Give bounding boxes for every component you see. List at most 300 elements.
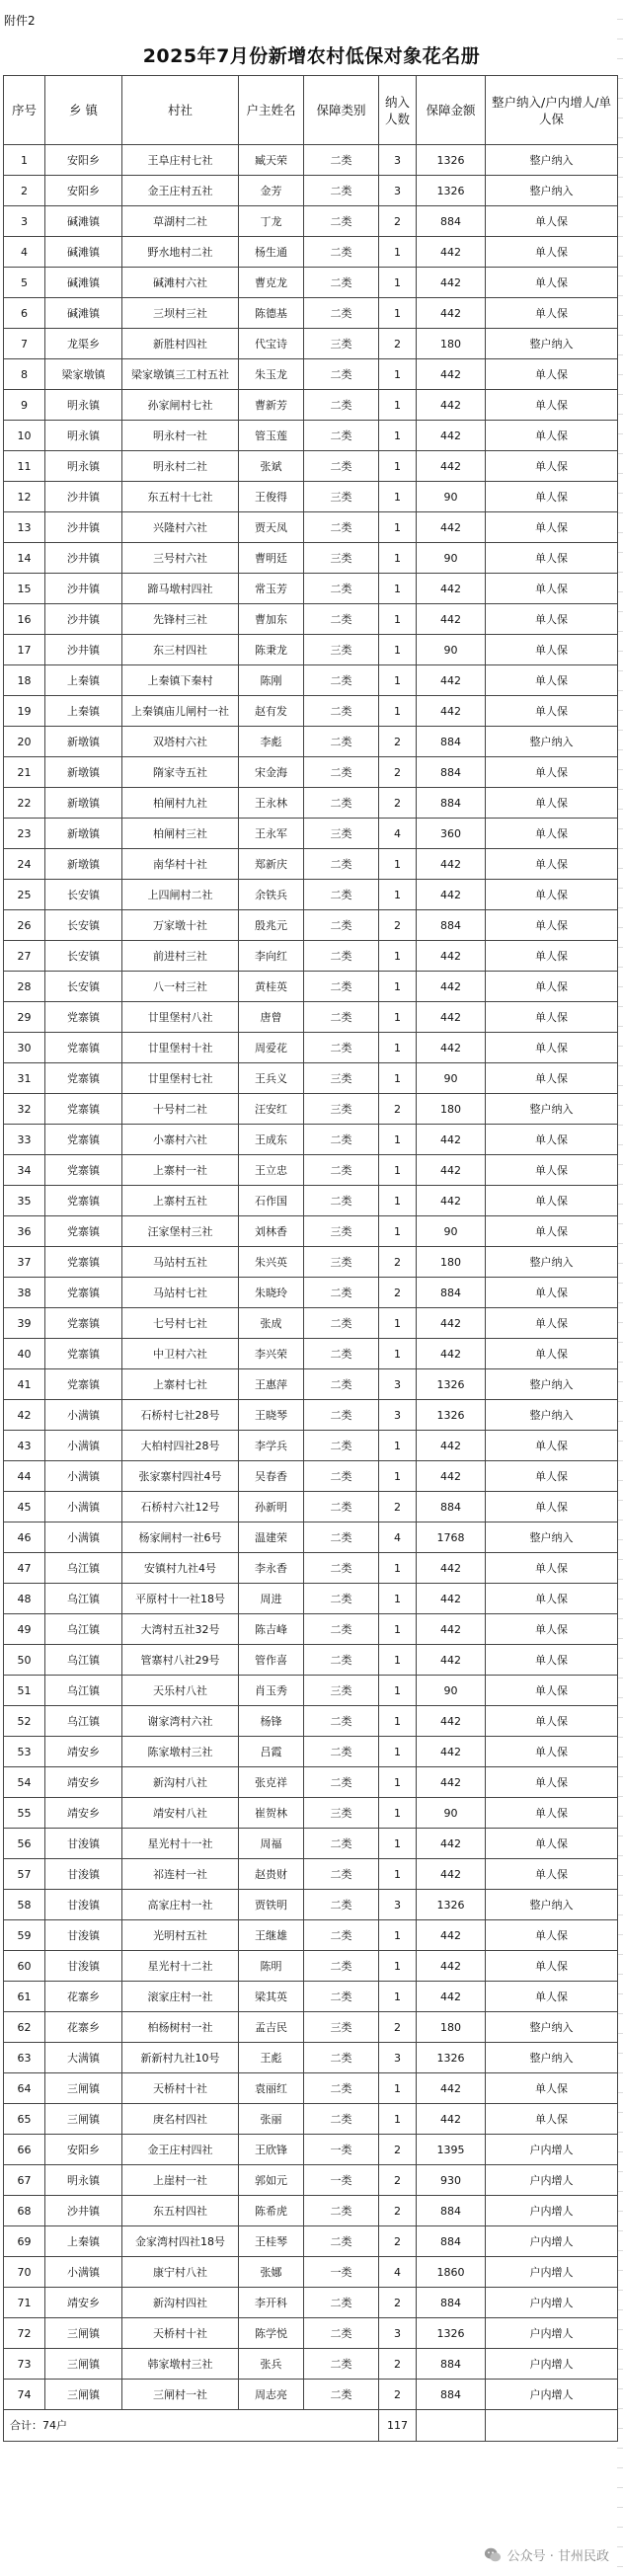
cell-category: 二类 bbox=[304, 1951, 379, 1982]
cell-category: 三类 bbox=[304, 635, 379, 665]
cell-type: 整户纳入 bbox=[486, 1890, 618, 1920]
cell-town: 乌江镇 bbox=[45, 1676, 122, 1706]
cell-index: 17 bbox=[4, 635, 45, 665]
cell-amount: 90 bbox=[417, 1063, 486, 1094]
cell-village: 祁连村一社 bbox=[122, 1859, 239, 1890]
cell-category: 三类 bbox=[304, 1216, 379, 1247]
cell-type: 单人保 bbox=[486, 604, 618, 635]
cell-type: 户内增人 bbox=[486, 2257, 618, 2288]
cell-town: 新墩镇 bbox=[45, 819, 122, 849]
table-row bbox=[4, 2165, 618, 2196]
table-row bbox=[4, 757, 618, 788]
cell-householder: 王桂琴 bbox=[239, 2226, 304, 2257]
cell-index: 11 bbox=[4, 451, 45, 482]
cell-type: 户内增人 bbox=[486, 2318, 618, 2349]
cell-amount: 442 bbox=[417, 880, 486, 910]
cell-type: 单人保 bbox=[486, 788, 618, 819]
attachment-label: 附件2 bbox=[4, 14, 36, 28]
cell-town: 小满镇 bbox=[45, 1400, 122, 1431]
cell-type: 整户纳入 bbox=[486, 1400, 618, 1431]
cell-category: 二类 bbox=[304, 574, 379, 604]
cell-type: 单人保 bbox=[486, 635, 618, 665]
cell-householder: 贾铁明 bbox=[239, 1890, 304, 1920]
cell-village: 廿里堡村十社 bbox=[122, 1033, 239, 1063]
cell-index: 19 bbox=[4, 696, 45, 727]
cell-people: 1 bbox=[379, 543, 417, 574]
cell-amount: 442 bbox=[417, 1982, 486, 2012]
cell-town: 安阳乡 bbox=[45, 2135, 122, 2165]
cell-category: 一类 bbox=[304, 2257, 379, 2288]
cell-type: 单人保 bbox=[486, 1033, 618, 1063]
cell-index: 37 bbox=[4, 1247, 45, 1278]
cell-people: 1 bbox=[379, 512, 417, 543]
cell-people: 3 bbox=[379, 1890, 417, 1920]
cell-town: 党寨镇 bbox=[45, 1247, 122, 1278]
cell-people: 2 bbox=[379, 1492, 417, 1522]
cell-people: 2 bbox=[379, 2135, 417, 2165]
cell-village: 草湖村二社 bbox=[122, 206, 239, 237]
cell-category: 三类 bbox=[304, 2012, 379, 2043]
cell-index: 10 bbox=[4, 421, 45, 451]
cell-type: 单人保 bbox=[486, 1461, 618, 1492]
cell-index: 44 bbox=[4, 1461, 45, 1492]
cell-index: 23 bbox=[4, 819, 45, 849]
cell-category: 二类 bbox=[304, 696, 379, 727]
table-row bbox=[4, 329, 618, 359]
cell-village: 高家庄村一社 bbox=[122, 1890, 239, 1920]
table-row bbox=[4, 1033, 618, 1063]
table-row bbox=[4, 1339, 618, 1369]
cell-amount: 884 bbox=[417, 1492, 486, 1522]
cell-householder: 崔贺林 bbox=[239, 1798, 304, 1829]
cell-householder: 周进 bbox=[239, 1584, 304, 1614]
cell-index: 39 bbox=[4, 1308, 45, 1339]
cell-amount: 442 bbox=[417, 1767, 486, 1798]
table-row bbox=[4, 268, 618, 298]
table-footer-row bbox=[4, 2410, 618, 2442]
cell-people: 3 bbox=[379, 1400, 417, 1431]
watermark-text: 公众号 · 甘州民政 bbox=[506, 2549, 609, 2564]
cell-type: 单人保 bbox=[486, 359, 618, 390]
table-row bbox=[4, 1002, 618, 1033]
cell-householder: 陈秉龙 bbox=[239, 635, 304, 665]
cell-type: 整户纳入 bbox=[486, 176, 618, 206]
table-row bbox=[4, 849, 618, 880]
cell-town: 明永镇 bbox=[45, 390, 122, 421]
cell-amount: 1860 bbox=[417, 2257, 486, 2288]
cell-amount: 442 bbox=[417, 512, 486, 543]
cell-village: 光明村五社 bbox=[122, 1920, 239, 1951]
cell-people: 1 bbox=[379, 1951, 417, 1982]
cell-town: 花寨乡 bbox=[45, 1982, 122, 2012]
cell-type: 单人保 bbox=[486, 1645, 618, 1676]
cell-type: 单人保 bbox=[486, 2073, 618, 2104]
cell-town: 乌江镇 bbox=[45, 1553, 122, 1584]
cell-village: 上崖村一社 bbox=[122, 2165, 239, 2196]
cell-amount: 442 bbox=[417, 574, 486, 604]
cell-index: 5 bbox=[4, 268, 45, 298]
cell-people: 1 bbox=[379, 880, 417, 910]
cell-people: 1 bbox=[379, 1461, 417, 1492]
cell-householder: 王成东 bbox=[239, 1125, 304, 1155]
cell-index: 57 bbox=[4, 1859, 45, 1890]
cell-village: 三号村六社 bbox=[122, 543, 239, 574]
cell-category: 二类 bbox=[304, 1829, 379, 1859]
cell-people: 2 bbox=[379, 2165, 417, 2196]
cell-householder: 唐曾 bbox=[239, 1002, 304, 1033]
cell-people: 1 bbox=[379, 972, 417, 1002]
cell-type: 单人保 bbox=[486, 268, 618, 298]
table-row bbox=[4, 1767, 618, 1798]
cell-people: 2 bbox=[379, 910, 417, 941]
cell-amount: 442 bbox=[417, 1339, 486, 1369]
cell-people: 3 bbox=[379, 1369, 417, 1400]
cell-village: 汪家堡村三社 bbox=[122, 1216, 239, 1247]
cell-town: 三闸镇 bbox=[45, 2318, 122, 2349]
cell-householder: 曹明廷 bbox=[239, 543, 304, 574]
cell-people: 1 bbox=[379, 1767, 417, 1798]
table-row bbox=[4, 1920, 618, 1951]
cell-amount: 442 bbox=[417, 1553, 486, 1584]
table-row bbox=[4, 1798, 618, 1829]
cell-category: 二类 bbox=[304, 1125, 379, 1155]
table-row bbox=[4, 1706, 618, 1737]
cell-town: 党寨镇 bbox=[45, 1002, 122, 1033]
cell-index: 34 bbox=[4, 1155, 45, 1186]
cell-householder: 王永军 bbox=[239, 819, 304, 849]
cell-town: 新墩镇 bbox=[45, 757, 122, 788]
cell-index: 74 bbox=[4, 2380, 45, 2410]
cell-type: 户内增人 bbox=[486, 2380, 618, 2410]
cell-village: 星光村十二社 bbox=[122, 1951, 239, 1982]
cell-people: 1 bbox=[379, 1063, 417, 1094]
cell-category: 二类 bbox=[304, 1522, 379, 1553]
cell-category: 三类 bbox=[304, 1247, 379, 1278]
cell-householder: 周爱花 bbox=[239, 1033, 304, 1063]
cell-amount: 442 bbox=[417, 1737, 486, 1767]
cell-index: 18 bbox=[4, 665, 45, 696]
cell-village: 张家寨村四社4号 bbox=[122, 1461, 239, 1492]
table-row bbox=[4, 1553, 618, 1584]
cell-town: 沙井镇 bbox=[45, 574, 122, 604]
cell-index: 64 bbox=[4, 2073, 45, 2104]
table-row bbox=[4, 1431, 618, 1461]
cell-type: 单人保 bbox=[486, 2104, 618, 2135]
table-row bbox=[4, 451, 618, 482]
table-row bbox=[4, 1369, 618, 1400]
cell-town: 小满镇 bbox=[45, 1522, 122, 1553]
cell-village: 前进村三社 bbox=[122, 941, 239, 972]
cell-town: 党寨镇 bbox=[45, 1063, 122, 1094]
cell-village: 三闸村一社 bbox=[122, 2380, 239, 2410]
table-row bbox=[4, 696, 618, 727]
cell-people: 4 bbox=[379, 2257, 417, 2288]
cell-category: 二类 bbox=[304, 268, 379, 298]
cell-town: 碱滩镇 bbox=[45, 206, 122, 237]
cell-type: 整户纳入 bbox=[486, 1522, 618, 1553]
cell-town: 靖安乡 bbox=[45, 1737, 122, 1767]
cell-people: 1 bbox=[379, 359, 417, 390]
cell-amount: 884 bbox=[417, 2288, 486, 2318]
table-row bbox=[4, 145, 618, 176]
cell-householder: 殷兆元 bbox=[239, 910, 304, 941]
table-row bbox=[4, 941, 618, 972]
table-row bbox=[4, 1461, 618, 1492]
table-row bbox=[4, 1890, 618, 1920]
cell-category: 二类 bbox=[304, 1553, 379, 1584]
cell-town: 上秦镇 bbox=[45, 696, 122, 727]
cell-village: 野水地村二社 bbox=[122, 237, 239, 268]
cell-village: 廿里堡村八社 bbox=[122, 1002, 239, 1033]
cell-people: 1 bbox=[379, 1308, 417, 1339]
header-index: 序号 bbox=[4, 76, 45, 145]
cell-type: 单人保 bbox=[486, 206, 618, 237]
cell-village: 七号村七社 bbox=[122, 1308, 239, 1339]
cell-category: 二类 bbox=[304, 1155, 379, 1186]
cell-village: 石桥村六社12号 bbox=[122, 1492, 239, 1522]
cell-people: 1 bbox=[379, 1645, 417, 1676]
cell-amount: 1326 bbox=[417, 1890, 486, 1920]
cell-people: 1 bbox=[379, 604, 417, 635]
cell-category: 二类 bbox=[304, 145, 379, 176]
cell-amount: 884 bbox=[417, 2196, 486, 2226]
cell-people: 1 bbox=[379, 390, 417, 421]
cell-people: 2 bbox=[379, 2288, 417, 2318]
cell-type: 单人保 bbox=[486, 1767, 618, 1798]
cell-amount: 442 bbox=[417, 1829, 486, 1859]
cell-town: 碱滩镇 bbox=[45, 268, 122, 298]
header-category: 保障类别 bbox=[304, 76, 379, 145]
cell-householder: 肖玉秀 bbox=[239, 1676, 304, 1706]
table-row bbox=[4, 2226, 618, 2257]
cell-category: 二类 bbox=[304, 298, 379, 329]
cell-index: 63 bbox=[4, 2043, 45, 2073]
cell-index: 62 bbox=[4, 2012, 45, 2043]
cell-people: 2 bbox=[379, 2012, 417, 2043]
cell-category: 二类 bbox=[304, 1002, 379, 1033]
cell-type: 户内增人 bbox=[486, 2196, 618, 2226]
table-row bbox=[4, 2073, 618, 2104]
cell-index: 42 bbox=[4, 1400, 45, 1431]
table-row bbox=[4, 2104, 618, 2135]
cell-category: 二类 bbox=[304, 910, 379, 941]
cell-category: 二类 bbox=[304, 2380, 379, 2410]
table-row bbox=[4, 1155, 618, 1186]
cell-category: 二类 bbox=[304, 2318, 379, 2349]
cell-people: 2 bbox=[379, 2380, 417, 2410]
cell-index: 22 bbox=[4, 788, 45, 819]
cell-index: 51 bbox=[4, 1676, 45, 1706]
cell-amount: 90 bbox=[417, 1676, 486, 1706]
cell-town: 新墩镇 bbox=[45, 727, 122, 757]
cell-amount: 442 bbox=[417, 1186, 486, 1216]
cell-householder: 李学兵 bbox=[239, 1431, 304, 1461]
cell-people: 1 bbox=[379, 421, 417, 451]
cell-index: 9 bbox=[4, 390, 45, 421]
cell-village: 天桥村十社 bbox=[122, 2073, 239, 2104]
cell-village: 大柏村四社28号 bbox=[122, 1431, 239, 1461]
cell-village: 大湾村五社32号 bbox=[122, 1614, 239, 1645]
cell-amount: 90 bbox=[417, 482, 486, 512]
cell-category: 一类 bbox=[304, 2165, 379, 2196]
cell-people: 2 bbox=[379, 1094, 417, 1125]
cell-type: 整户纳入 bbox=[486, 727, 618, 757]
cell-type: 单人保 bbox=[486, 1308, 618, 1339]
cell-people: 1 bbox=[379, 1216, 417, 1247]
cell-householder: 汪安红 bbox=[239, 1094, 304, 1125]
table-row bbox=[4, 1216, 618, 1247]
cell-amount: 1395 bbox=[417, 2135, 486, 2165]
cell-type: 单人保 bbox=[486, 1951, 618, 1982]
cell-village: 韩家墩村三社 bbox=[122, 2349, 239, 2380]
cell-village: 明永村二社 bbox=[122, 451, 239, 482]
cell-village: 新沟村八社 bbox=[122, 1767, 239, 1798]
cell-town: 小满镇 bbox=[45, 1492, 122, 1522]
cell-amount: 442 bbox=[417, 696, 486, 727]
cell-town: 党寨镇 bbox=[45, 1216, 122, 1247]
cell-category: 二类 bbox=[304, 1431, 379, 1461]
cell-people: 1 bbox=[379, 1982, 417, 2012]
cell-index: 43 bbox=[4, 1431, 45, 1461]
cell-town: 沙井镇 bbox=[45, 543, 122, 574]
cell-index: 72 bbox=[4, 2318, 45, 2349]
cell-category: 二类 bbox=[304, 421, 379, 451]
table-row bbox=[4, 910, 618, 941]
cell-village: 十号村二社 bbox=[122, 1094, 239, 1125]
cell-town: 甘浚镇 bbox=[45, 1890, 122, 1920]
cell-householder: 李彪 bbox=[239, 727, 304, 757]
table-row bbox=[4, 880, 618, 910]
cell-type: 整户纳入 bbox=[486, 2043, 618, 2073]
cell-village: 上秦镇下秦村 bbox=[122, 665, 239, 696]
cell-householder: 赵贵财 bbox=[239, 1859, 304, 1890]
cell-people: 1 bbox=[379, 237, 417, 268]
cell-amount: 1326 bbox=[417, 2318, 486, 2349]
cell-category: 二类 bbox=[304, 880, 379, 910]
table-row bbox=[4, 2288, 618, 2318]
cell-amount: 180 bbox=[417, 329, 486, 359]
cell-category: 二类 bbox=[304, 1890, 379, 1920]
cell-village: 梁家墩镇三工村五社 bbox=[122, 359, 239, 390]
table-row bbox=[4, 1278, 618, 1308]
cell-householder: 曹克龙 bbox=[239, 268, 304, 298]
cell-village: 八一村三社 bbox=[122, 972, 239, 1002]
cell-householder: 梁其英 bbox=[239, 1982, 304, 2012]
cell-people: 1 bbox=[379, 696, 417, 727]
cell-village: 东五村四社 bbox=[122, 2196, 239, 2226]
cell-householder: 王俊得 bbox=[239, 482, 304, 512]
cell-type: 整户纳入 bbox=[486, 145, 618, 176]
cell-index: 38 bbox=[4, 1278, 45, 1308]
cell-householder: 周志亮 bbox=[239, 2380, 304, 2410]
cell-town: 乌江镇 bbox=[45, 1706, 122, 1737]
table-row bbox=[4, 1400, 618, 1431]
cell-category: 三类 bbox=[304, 543, 379, 574]
table-row bbox=[4, 2380, 618, 2410]
cell-people: 3 bbox=[379, 145, 417, 176]
cell-index: 21 bbox=[4, 757, 45, 788]
table-row bbox=[4, 1829, 618, 1859]
cell-index: 47 bbox=[4, 1553, 45, 1584]
cell-amount: 442 bbox=[417, 1859, 486, 1890]
cell-people: 1 bbox=[379, 1155, 417, 1186]
cell-index: 48 bbox=[4, 1584, 45, 1614]
table-row bbox=[4, 972, 618, 1002]
cell-town: 党寨镇 bbox=[45, 1278, 122, 1308]
header-village: 村社 bbox=[122, 76, 239, 145]
cell-category: 二类 bbox=[304, 2043, 379, 2073]
cell-type: 单人保 bbox=[486, 910, 618, 941]
table-row bbox=[4, 1982, 618, 2012]
cell-people: 2 bbox=[379, 1247, 417, 1278]
table-body bbox=[4, 145, 618, 2410]
cell-householder: 宋金海 bbox=[239, 757, 304, 788]
table-row bbox=[4, 665, 618, 696]
cell-category: 二类 bbox=[304, 604, 379, 635]
cell-people: 1 bbox=[379, 1706, 417, 1737]
cell-type: 户内增人 bbox=[486, 2135, 618, 2165]
cell-householder: 吴春香 bbox=[239, 1461, 304, 1492]
cell-type: 单人保 bbox=[486, 819, 618, 849]
cell-index: 25 bbox=[4, 880, 45, 910]
cell-amount: 442 bbox=[417, 972, 486, 1002]
cell-amount: 884 bbox=[417, 727, 486, 757]
cell-householder: 袁丽红 bbox=[239, 2073, 304, 2104]
cell-index: 1 bbox=[4, 145, 45, 176]
cell-village: 三坝村三社 bbox=[122, 298, 239, 329]
cell-town: 长安镇 bbox=[45, 910, 122, 941]
cell-type: 单人保 bbox=[486, 1982, 618, 2012]
cell-category: 二类 bbox=[304, 237, 379, 268]
cell-amount: 442 bbox=[417, 1951, 486, 1982]
cell-index: 6 bbox=[4, 298, 45, 329]
cell-householder: 曹加东 bbox=[239, 604, 304, 635]
table-header-row bbox=[4, 76, 618, 145]
cell-town: 沙井镇 bbox=[45, 635, 122, 665]
cell-people: 1 bbox=[379, 2104, 417, 2135]
cell-amount: 1326 bbox=[417, 176, 486, 206]
cell-amount: 884 bbox=[417, 910, 486, 941]
cell-householder: 陈希虎 bbox=[239, 2196, 304, 2226]
cell-type: 单人保 bbox=[486, 1216, 618, 1247]
cell-householder: 王惠萍 bbox=[239, 1369, 304, 1400]
cell-village: 蹄马墩村四社 bbox=[122, 574, 239, 604]
cell-type: 单人保 bbox=[486, 941, 618, 972]
cell-people: 2 bbox=[379, 2196, 417, 2226]
cell-people: 2 bbox=[379, 1278, 417, 1308]
cell-town: 党寨镇 bbox=[45, 1125, 122, 1155]
table-row bbox=[4, 1063, 618, 1094]
cell-category: 三类 bbox=[304, 1063, 379, 1094]
cell-index: 54 bbox=[4, 1767, 45, 1798]
cell-town: 党寨镇 bbox=[45, 1094, 122, 1125]
cell-householder: 杨锋 bbox=[239, 1706, 304, 1737]
table-row bbox=[4, 1676, 618, 1706]
cell-index: 12 bbox=[4, 482, 45, 512]
cell-type: 整户纳入 bbox=[486, 1369, 618, 1400]
cell-type: 单人保 bbox=[486, 849, 618, 880]
cell-householder: 郑新庆 bbox=[239, 849, 304, 880]
table-row bbox=[4, 298, 618, 329]
cell-village: 滚家庄村一社 bbox=[122, 1982, 239, 2012]
cell-town: 乌江镇 bbox=[45, 1614, 122, 1645]
cell-type: 单人保 bbox=[486, 298, 618, 329]
cell-index: 60 bbox=[4, 1951, 45, 1982]
cell-town: 明永镇 bbox=[45, 451, 122, 482]
cell-category: 二类 bbox=[304, 1920, 379, 1951]
cell-town: 安阳乡 bbox=[45, 176, 122, 206]
cell-town: 三闸镇 bbox=[45, 2349, 122, 2380]
